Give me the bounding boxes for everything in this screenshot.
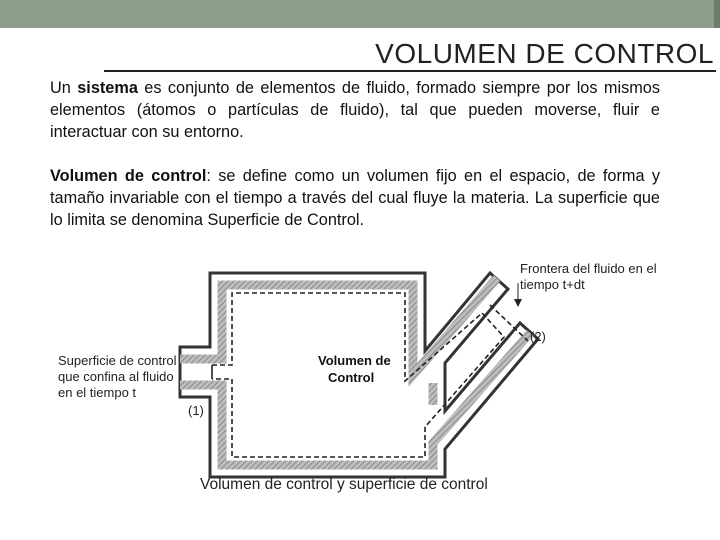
label-2: (2)	[530, 329, 546, 344]
label-frontera-1: Frontera del fluido en el	[520, 261, 657, 276]
label-1: (1)	[188, 403, 204, 418]
paragraph-sistema	[50, 77, 660, 143]
top-bar-accent	[714, 0, 720, 28]
p1-text: es conjunto de elementos de fluido, formado siempre por los mismos elementos (átomos o partículas de fluido), tal que pueden moverse, fluir e interactuar con su entorno.	[50, 79, 660, 141]
term-volumen-control: Volumen de control	[50, 167, 207, 185]
figure-caption: Volumen de control y superficie de control	[200, 476, 488, 493]
label-volumen-control-1: Volumen de	[318, 353, 391, 368]
paragraph-volumen-control	[50, 165, 660, 231]
label-volumen-control-2: Control	[328, 370, 375, 385]
label-superficie-2: que confina al fluido	[58, 369, 174, 384]
arrow-frontera-head	[514, 299, 522, 307]
control-volume-diagram	[50, 255, 690, 500]
slide-title: VOLUMEN DE CONTROL	[375, 38, 714, 69]
top-bar	[0, 0, 720, 28]
label-superficie-1: Superficie de control	[58, 353, 177, 368]
title-underline	[104, 70, 716, 72]
label-frontera-2: tiempo t+dt	[520, 277, 585, 292]
p2-text: : se define como un volumen fijo en el espacio, de forma y tamaño invariable con el tiempo a través del cual fluye la materia. La superficie que lo limita se denomina Superficie de Control.	[50, 167, 660, 229]
p1-lead: Un	[50, 79, 78, 97]
term-sistema: sistema	[77, 79, 138, 97]
label-superficie-3: en el tiempo t	[58, 385, 137, 400]
